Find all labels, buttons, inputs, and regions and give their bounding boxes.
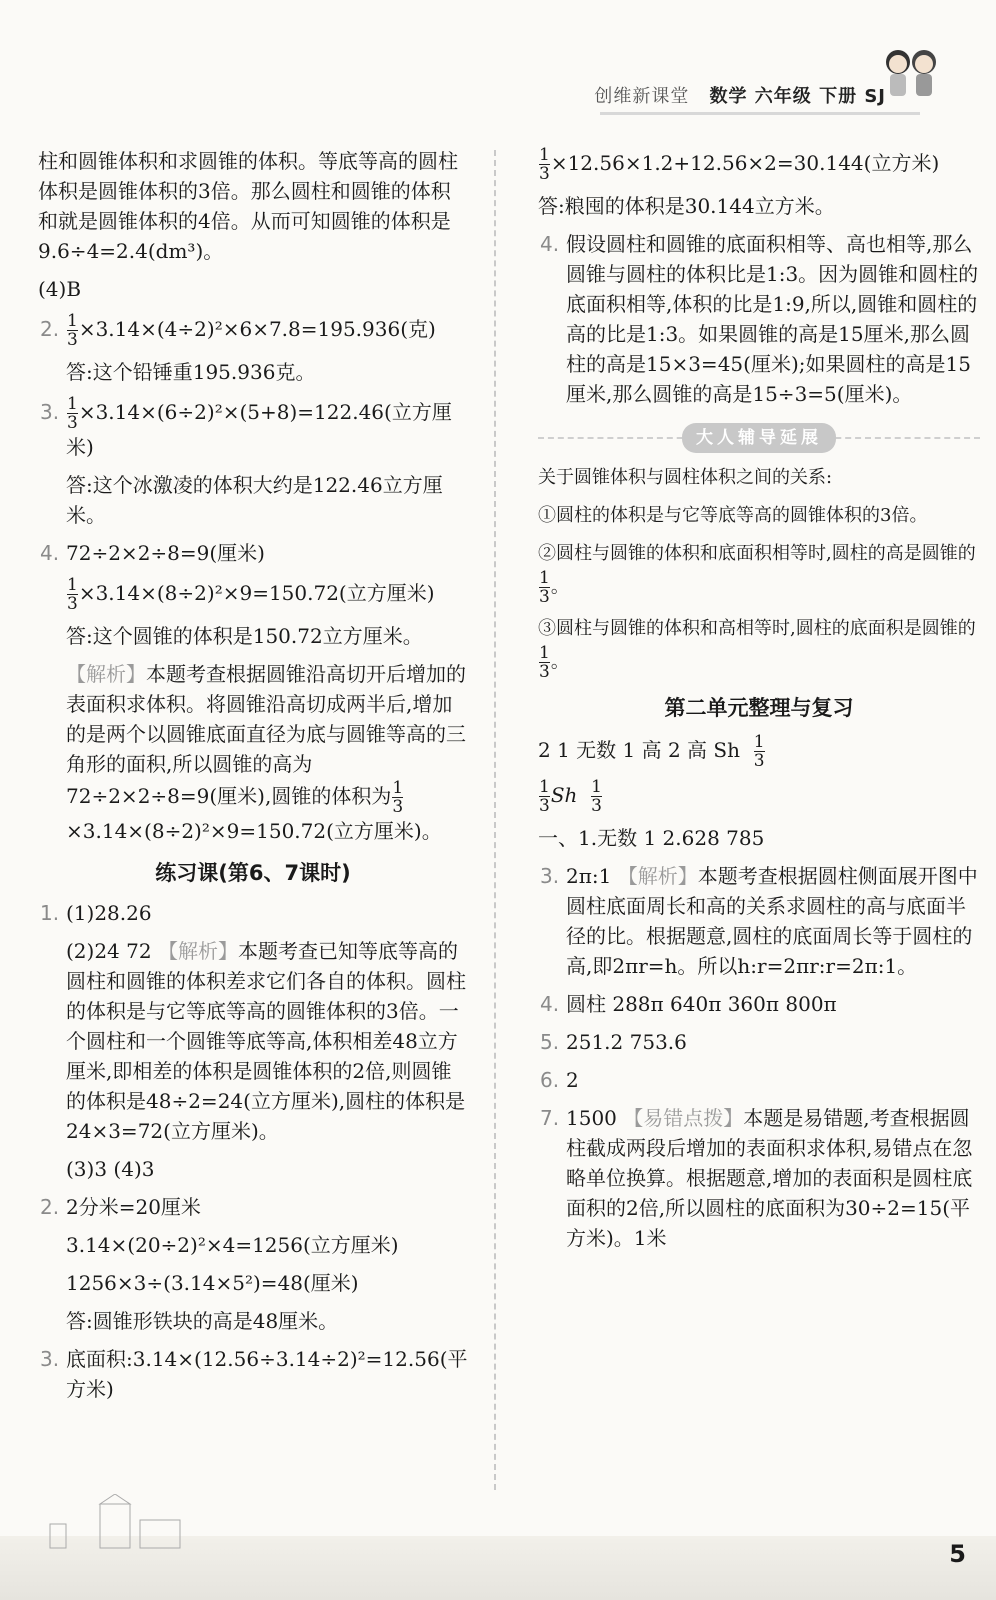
fraction-one-third: $\frac{1}{3}$ <box>392 778 404 817</box>
fraction-one-third: $\frac{1}{3}$ <box>753 732 765 771</box>
r1-expression: $\frac{1}{3}$ ×12.56×1.2+12.56×2=30.144(立方米) <box>539 145 940 184</box>
fraction-one-third: $\frac{1}{3}$ <box>539 777 550 816</box>
e3-line1: 3. 底面积:3.14×(12.56÷3.14÷2)²=12.56(平方米) <box>38 1344 468 1404</box>
ext-item-1: ①圆柱的体积是与它等底等高的圆锥体积的3倍。 <box>538 505 928 526</box>
q3-number: 3. <box>40 400 60 424</box>
page-number: 5 <box>949 1540 966 1568</box>
fraction-one-third: $\frac{1}{3}$ <box>67 311 78 350</box>
s1-number: 一、1. <box>538 826 598 850</box>
e3-number: 3. <box>40 1347 60 1371</box>
left-p1b: (4)B <box>38 277 82 301</box>
column-divider <box>494 150 496 1490</box>
fraction-one-third: $\frac{1}{3}$ <box>591 777 602 816</box>
cartoon-kids-icon <box>876 44 946 104</box>
q3-expression: 3. $\frac{1}{3}$ ×3.14×(6÷2)²×(5+8)=122.46(立方厘米) <box>40 394 452 459</box>
review-answers-2: $\frac{1}{3}$ Sh $\frac{1}{3}$ <box>539 777 602 816</box>
ext-intro: 关于圆锥体积与圆柱体积之间的关系: <box>538 467 833 488</box>
extension-banner-row <box>538 421 980 453</box>
fraction-one-third: $\frac{1}{3}$ <box>67 575 78 614</box>
s3-text: 3. 2π:1 【解析】本题考查根据圆柱侧面展开图中圆柱底面周长和高的关系求圆柱的高与底面半径的比。根据题意,圆柱的底面周长等于圆柱的高,即2πr=h。所以h:r=2πr:r=2π:1。 <box>538 861 980 981</box>
e2-line2: 3.14×(20÷2)²×4=1256(立方厘米) <box>66 1233 399 1257</box>
fraction-one-third: $\frac{1}{3}$ <box>539 145 550 184</box>
left-p1: 柱和圆锥体积和求圆锥的体积。等底等高的圆柱体积是圆锥体积的3倍。那么圆柱和圆锥的体积和就是圆锥体积的4倍。从而可知圆锥的体积是9.6÷4=2.4(dm³)。 <box>38 149 458 263</box>
e1-a: 1. (1)28.26 <box>38 898 468 928</box>
section-title-review: 第二单元整理与复习 <box>664 696 854 720</box>
page-header <box>594 82 886 108</box>
fraction-one-third: $\frac{1}{3}$ <box>67 394 78 433</box>
s4-number: 4. <box>540 992 560 1016</box>
s5-line: 5. 251.2 753.6 <box>538 1027 980 1057</box>
s7-text: 7. 1500 【易错点拨】本题是易错题,考查根据圆柱截成两段后增加的表面积求体积,易错点在忽略单位换算。根据题意,增加的表面积是圆柱底面积的2倍,所以圆柱的底面积为30÷2=15(平方米)。1米 <box>538 1103 980 1253</box>
header-rule <box>600 112 920 115</box>
ext-item-2: ②圆柱与圆锥的体积和底面积相等时,圆柱的高是圆锥的 $\frac{1}{3}$ 。 <box>538 543 976 607</box>
s3-number: 3. <box>540 864 560 888</box>
q2-number: 2. <box>40 317 60 341</box>
e1-c: (3)3 (4)3 <box>66 1157 155 1181</box>
q4-expression: $\frac{1}{3}$ ×3.14×(8÷2)²×9=150.72(立方厘米) <box>67 575 435 614</box>
fraction-one-third: $\frac{1}{3}$ <box>539 643 550 682</box>
e1-b: (2)24 72 【解析】本题考查已知等底等高的圆柱和圆锥的体积差求它们各自的体积。圆柱的体积是与它等底等高的圆锥体积的3倍。一个圆柱和一个圆锥等底等高,体积相差48立方厘米,即相差的体积是圆锥体积的2倍,则圆锥的体积是48÷2=24(立方厘米),圆柱的体积是24×3=72(立方厘米)。 <box>66 939 466 1143</box>
q4-analysis: 【解析】本题考查根据圆锥沿高切开后增加的表面积求体积。将圆锥沿高切成两半后,增加的是两个以圆锥底面直径为底与圆锥等高的三角形的面积,所以圆锥的高为72÷2×2÷8=9(厘米),圆锥的体积为 $\frac{1}{3}$ ×3.14×(8÷2)²×9=150.72(立方厘米)。 <box>66 662 466 843</box>
s4-line: 4. 圆柱 288π 640π 360π 800π <box>538 989 980 1019</box>
s6-number: 6. <box>540 1068 560 1092</box>
analysis-tag: 【解析】 <box>157 939 238 963</box>
q2-expression: 2. $\frac{1}{3}$ ×3.14×(4÷2)²×6×7.8=195.936(克) <box>40 311 436 350</box>
extension-banner: 大人辅导延展 <box>682 423 836 453</box>
r4-number: 4. <box>540 232 560 256</box>
e2-number: 2. <box>40 1195 60 1219</box>
analysis-tag: 【解析】 <box>617 864 698 888</box>
s5-number: 5. <box>540 1030 560 1054</box>
left-column <box>38 146 468 1412</box>
error-tip-tag: 【易错点拨】 <box>623 1106 744 1130</box>
q4-number: 4. <box>40 541 60 565</box>
analysis-tag: 【解析】 <box>66 662 146 686</box>
s7-number: 7. <box>540 1106 560 1130</box>
e2-answer: 答:圆锥形铁块的高是48厘米。 <box>66 1309 339 1333</box>
castle-illustration-icon <box>40 1494 200 1554</box>
q4-line1: 4. 72÷2×2÷8=9(厘米) <box>38 538 468 568</box>
section-title-practice: 练习课(第6、7课时) <box>155 861 351 885</box>
r4-text: 4. 假设圆柱和圆锥的底面积相等、高也相等,那么圆锥与圆柱的体积比是1:3。因为圆锥和圆柱的底面积相等,体积的比是1:9,所以,圆锥和圆柱的高的比是1:3。如果圆锥的高是15厘米,那么圆柱的高是15×3=45(厘米);如果圆柱的高是15厘米,那么圆锥的高是15÷3=5(厘米)。 <box>538 229 980 409</box>
q3-answer: 答:这个冰激凌的体积大约是122.46立方厘米。 <box>66 473 443 527</box>
ext-item-3: ③圆柱与圆锥的体积和高相等时,圆柱的底面积是圆锥的 $\frac{1}{3}$ 。 <box>538 618 976 682</box>
s6-line: 6. 2 <box>538 1065 980 1095</box>
right-column <box>538 146 980 1261</box>
r1-answer: 答:粮囤的体积是30.144立方米。 <box>538 194 835 218</box>
header-info: 数学 六年级 下册 SJ <box>709 86 886 107</box>
q4-answer: 答:这个圆锥的体积是150.72立方厘米。 <box>66 624 423 648</box>
e2-line3: 1256×3÷(3.14×5²)=48(厘米) <box>66 1271 359 1295</box>
e1-number: 1. <box>40 901 60 925</box>
review-answers: 2 1 无数 1 高 2 高 Sh $\frac{1}{3}$ <box>538 732 765 771</box>
e2-line1: 2. 2分米=20厘米 <box>38 1192 468 1222</box>
header-brand: 创维新课堂 <box>594 86 690 107</box>
s1-line: 一、1.无数 1 2.628 785 <box>538 826 765 850</box>
fraction-one-third: $\frac{1}{3}$ <box>539 568 550 607</box>
q2-answer: 答:这个铅锤重195.936克。 <box>66 360 316 384</box>
